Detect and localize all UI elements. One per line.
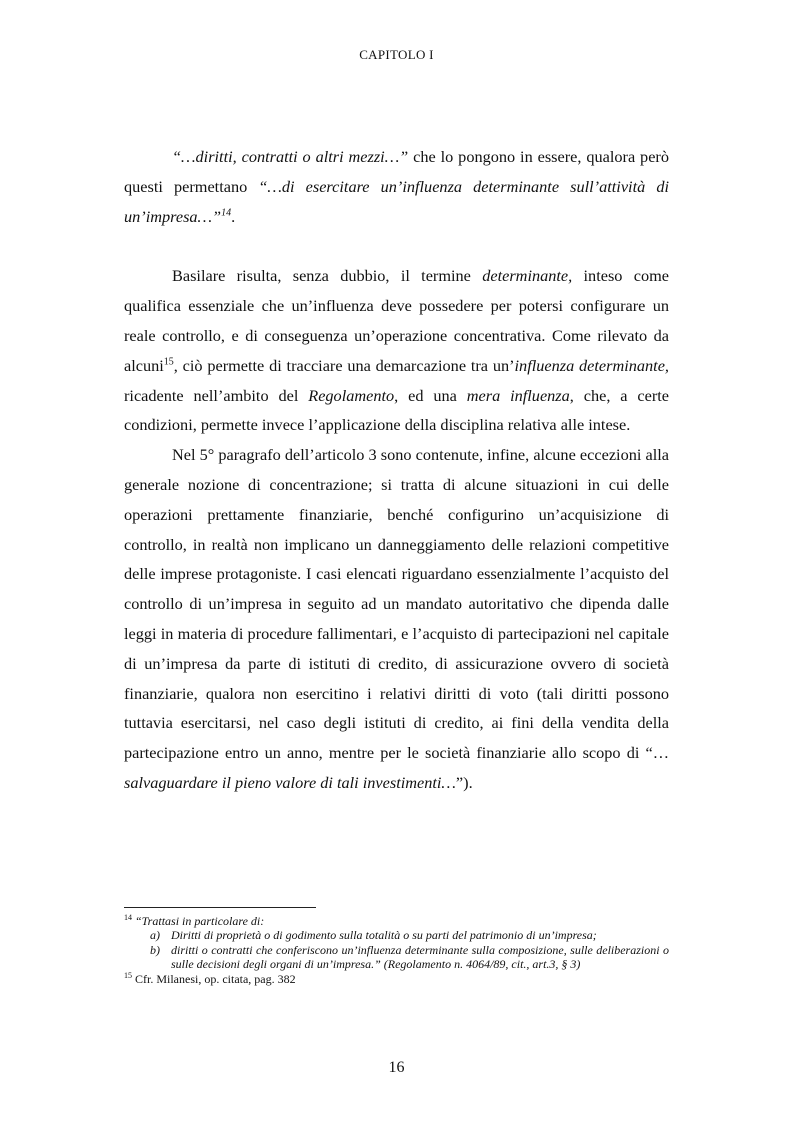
paragraph-3: Nel 5° paragrafo dell’articolo 3 sono contenute, infine, alcune eccezioni alla generale nozione di concentrazione; si tratta di alcune situazioni in cui delle operazioni prettamente finanziarie, benché configurino un’acquisizione di controllo, in realtà non implicano un danneggiamento delle relazioni competitive delle imprese protagoniste. I casi elencati riguardano essenzialmente l’acquisto del controllo di un’impresa in seguito ad un mandato autoritativo che dipenda dalle leggi in materia di procedure fallimentari, e l’acquisto di partecipazioni nel capitale di un’impresa da parte di istituti di credito, di assicurazione ovvero di società finanziarie, qualora non esercitino i relativi diritti di voto (tali diritti possono tuttavia esercitarsi, nel caso degli istituti di credito, ai fini della vendita della partecipazione entro un anno, mentre per le società finanziarie allo scopo di “…salvaguardare il pieno valore di tali investimenti…”).	[124, 445, 669, 792]
page-number: 16	[388, 1059, 405, 1076]
emphasis: Regolamento	[308, 385, 395, 405]
footnote-14	[124, 914, 669, 972]
paragraph-1: “…diritti, contratti o altri mezzi…” che lo pongono in essere, qualora però questi permettano “…di esercitare un’influenza determinante sull’attività di un’impresa…”$^{14}$.	[124, 147, 670, 226]
footnote-15	[124, 972, 669, 986]
body-text	[124, 142, 669, 798]
quote-text: “…diritti, contratti o altri mezzi…”	[172, 147, 409, 166]
footnote-number: 14	[124, 913, 132, 922]
footnote-divider	[124, 907, 316, 908]
paragraph-2: Basilare risulta, senza dubbio, il termine determinante, inteso come qualifica essenziale che un’influenza deve possedere per potersi configurare un reale controllo, e di conseguenza un’operazione concentrativa. Come rilevato da alcuni$^{15}$, ciò permette di tracciare una demarcazione tra un’influenza determinante, ricadente nell’ambito del Regolamento, ed una mera influenza, che, a certe condizioni, permette invece l’applicazione della disciplina relativa alle intese.	[124, 266, 670, 435]
footnote-list	[124, 928, 669, 971]
quote-text: “…di esercitare un’influenza determinante sull’attività di un’impresa…”	[124, 176, 670, 226]
list-item: a) Diritti di proprietà o di godimento sulla totalità o su parti del patrimonio di un’impresa;	[150, 928, 597, 943]
footnote-intro: “Trattasi in particolare di:	[135, 914, 265, 928]
footnote-number: 15	[124, 970, 132, 980]
footnote-ref-15: 15	[163, 356, 174, 368]
emphasis: determinante,	[482, 266, 573, 286]
list-item: b) diritti o contratti che conferiscono un’influenza determinante sulla composizione, sulle deliberazioni o sulle decisioni degli organi di un’impresa.” (Regolamento n. 4064/89, cit., art.3, § 3)	[150, 942, 669, 972]
footnote-text: Cfr. Milanesi, op. citata, pag. 382	[135, 971, 296, 986]
quote-text: salvaguardare il pieno valore di tali investimenti…	[124, 772, 456, 792]
footnotes	[124, 914, 669, 986]
emphasis: influenza determinante,	[514, 355, 669, 375]
footnote-ref-14: 14	[221, 207, 232, 219]
chapter-header: CAPITOLO I	[359, 47, 434, 62]
emphasis: mera influenza	[466, 385, 570, 405]
